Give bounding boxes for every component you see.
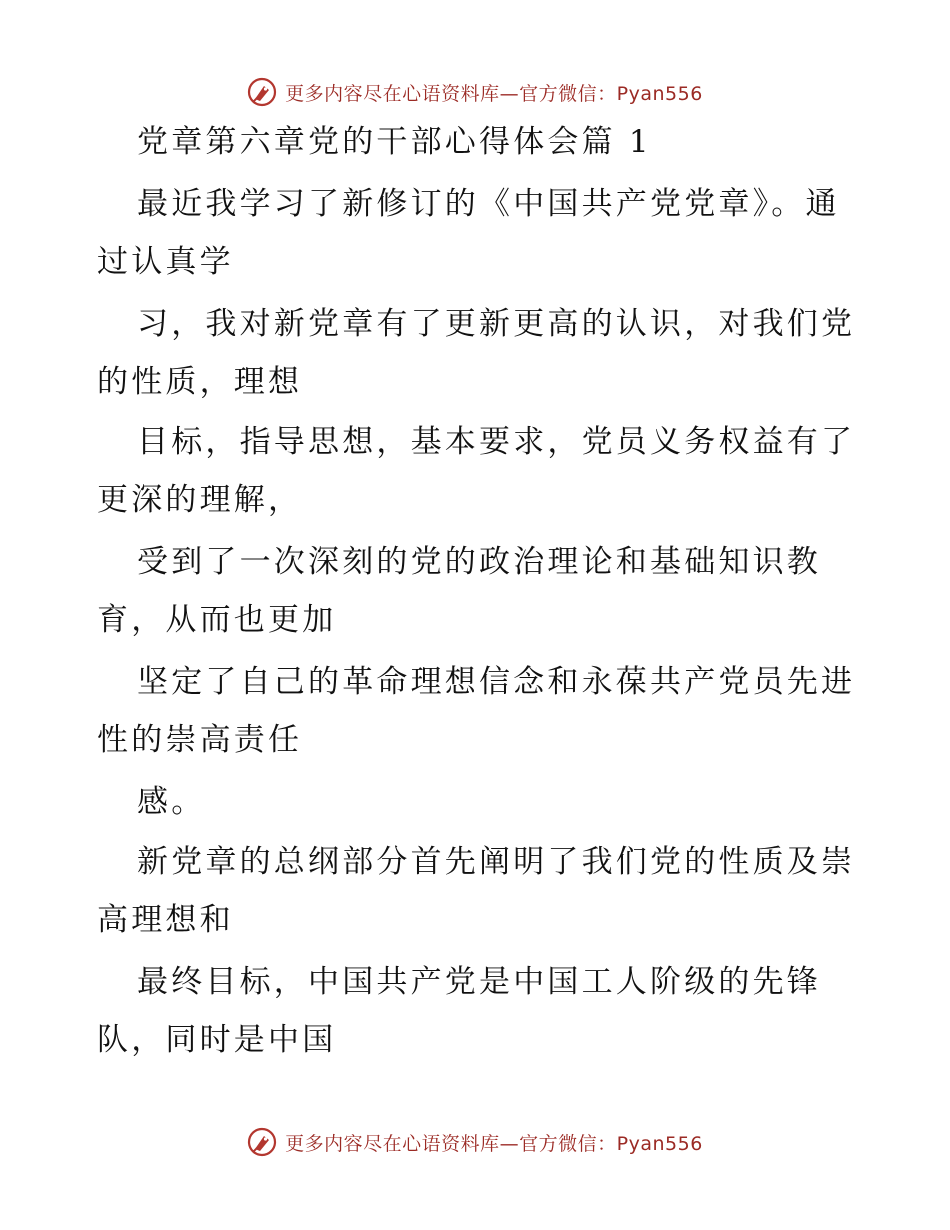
paragraph-line: 高理想和: [97, 902, 234, 938]
paragraph-line: 目标，指导思想，基本要求，党员义务权益有了: [137, 424, 856, 460]
paragraph-line: 最近我学习了新修订的《中国共产党党章》。通: [137, 186, 840, 222]
paragraph-line: 过认真学: [97, 244, 234, 280]
banner-wechat-id: 官方微信：Pyan556: [519, 82, 703, 105]
paragraph-line: 队，同时是中国: [97, 1022, 337, 1058]
pen-nib-logo-icon: [247, 1127, 277, 1157]
banner-promo-text: 更多内容尽在心语资料库: [285, 1132, 500, 1155]
header-banner: [0, 72, 950, 112]
document-title: 党章第六章党的干部心得体会篇 1: [137, 124, 652, 160]
paragraph-line: 受到了一次深刻的党的政治理论和基础知识教: [137, 544, 821, 580]
banner-separator: —: [499, 1132, 520, 1155]
banner-promo-text: 更多内容尽在心语资料库: [285, 82, 500, 105]
paragraph-line: 更深的理解，: [97, 482, 303, 518]
paragraph-line: 最终目标，中国共产党是中国工人阶级的先锋: [137, 964, 821, 1000]
footer-banner: [0, 1122, 950, 1162]
paragraph-line: 育，从而也更加: [97, 602, 337, 638]
banner-text: [285, 79, 703, 106]
pen-nib-logo-icon: [247, 77, 277, 107]
banner-wechat-id: 官方微信：Pyan556: [519, 1132, 703, 1155]
paragraph-line: 习，我对新党章有了更新更高的认识，对我们党: [137, 306, 856, 342]
banner-separator: —: [499, 82, 520, 105]
paragraph-line: 感。: [137, 784, 206, 820]
banner-text: [285, 1129, 703, 1156]
paragraph-line: 的性质，理想: [97, 364, 303, 400]
paragraph-line: 坚定了自己的革命理想信念和永葆共产党员先进: [137, 664, 856, 700]
paragraph-line: 新党章的总纲部分首先阐明了我们党的性质及崇: [137, 844, 856, 880]
paragraph-line: 性的崇高责任: [97, 722, 303, 758]
